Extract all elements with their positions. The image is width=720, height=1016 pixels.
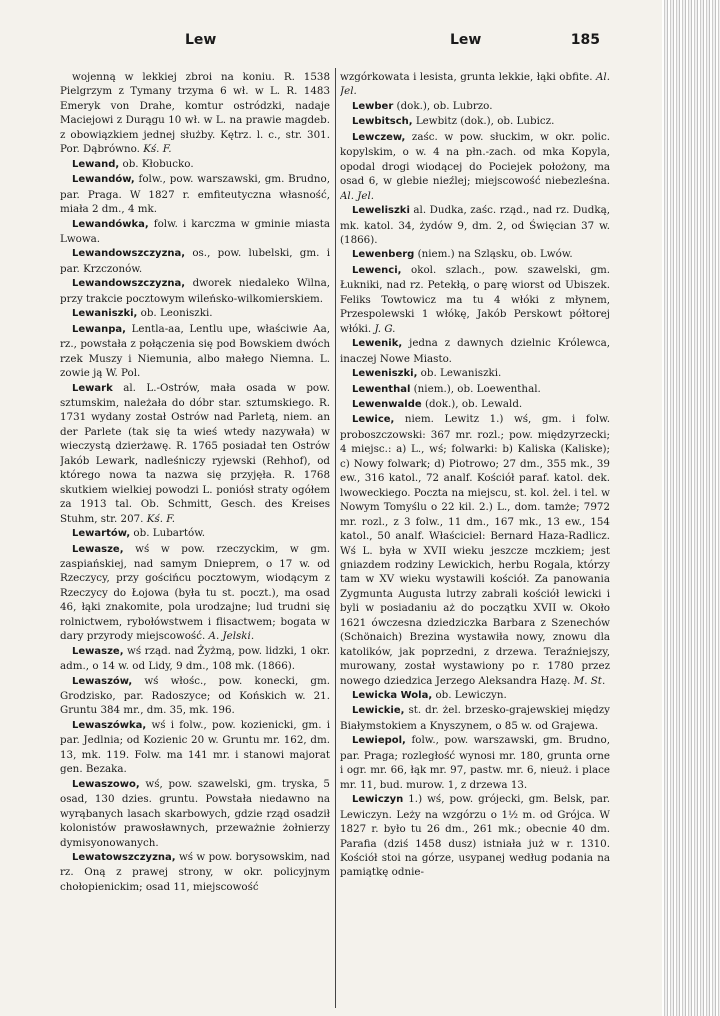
entry-headword: Lewark xyxy=(72,382,113,394)
entry-text: wś rząd. nad Żyżmą, pow. lidzki, 1 okr. adm., o 14 w. od Lidy, 9 dm., 108 mk. (1866). xyxy=(60,644,330,673)
author-signature: Al. Jel. xyxy=(340,189,375,202)
entry-text: niem. Lewitz 1.) wś, gm. i folw. proboszczowski: 367 mr. rozl.; pow. międzyrzecki; 4 miejsc.: a) L., wś; folwarki: b) Kaliska (Kaliske); c) Nowy folwark; d) Piotrowo; 27 dm., 355 mk., 39 ew., 316 katol., 72 analf. Kościół paraf. katol. dek. lwoweckiego. Poczta na miejscu, st. kol. żel. i tel. w Nowym Tomyślu o 22 kil. 2.) L., dom. tamże; 7972 mr. rozl., z 3 folw., 11 dm., 167 mk., 13 ew., 154 katol., 50 analf. Właściciel: Bernard Haza-Radlicz. Wś L. była w XVII wieku jeszcze mczkiem; jest gniazdem rodziny Lewickich, herbu Rogala, którzy tam w XV wieku wystawili kościół. Za panowania Zygmunta Augusta lutrzy zabrali kościół lewicki i byli w posiadaniu aż do początku XVII w. Około 1621 ówczesna dziedziczka Barbara z Szenechów (Schönaich) Brezina wystawiła nowy, znowu dla katolików, jak poprzedni, z drzewa. Teraźniejszy, murowany, został wystawiony po r. 1780 przez nowego dziedzica Jerzego Aleksandra Hazę. xyxy=(340,413,610,687)
entry-headword: Lewice, xyxy=(352,414,395,426)
dictionary-entry xyxy=(60,674,330,718)
entry-headword: Lewicka Wola, xyxy=(352,690,433,702)
entry-headword: Lewasze, xyxy=(72,645,124,657)
entry-text: okol. szlach., pow. szawelski, gm. Łukniki, nad rz. Petekłą, o parę wiorst od Ubiszek. Feliks Towtowicz ma tu 4 włóki z młynem, Przespolewski 1 włókę, Jakób Perskowt półtorej włóki. xyxy=(340,263,610,335)
author-signature: J. G. xyxy=(374,322,396,335)
entry-headword: Lewaszów, xyxy=(72,675,133,687)
author-signature: Al. Jel. xyxy=(340,71,610,98)
dictionary-entry xyxy=(60,644,330,674)
dictionary-entry xyxy=(60,542,330,644)
dictionary-entry xyxy=(340,99,610,114)
dictionary-entry xyxy=(60,322,330,381)
page-edge-strip xyxy=(662,0,720,1016)
dictionary-entry xyxy=(340,412,610,688)
entry-text: wś w pow. rzeczyckim, w gm. zaspiańskiej, nad samym Dnieprem, o 17 w. od Rzeczycy, przy gościńcu pocztowym, wiodącym z Rzeczycy do Łojowa (była tu st. poczt.), ma osad 46, łąki znakomite, pola urodzajne; lud trudni się rolnictwem, rybołówstwem i flisactwem; bogata w dary przyrody miejscowość. xyxy=(60,542,330,643)
entry-text: 1.) wś, pow. grójecki, gm. Belsk, par. Lewiczyn. Leży na wzgórzu o 1½ m. od Grójca. W 1827 r. było tu 26 dm., 261 mk.; obecnie 40 dm. Parafia (dziś 1458 dusz) istniała już w r. 1310. Kościół stoi na górze, usypanej według podania na pamiątkę odnie- xyxy=(340,793,610,879)
entry-text: wzgórkowata i lesista, grunta lekkie, łąki obfite. xyxy=(340,71,593,83)
entry-headword: Lewandowszczyzna, xyxy=(72,248,186,260)
entry-headword: Lewiczyn xyxy=(352,794,404,806)
entry-text: Lentla-aa, Lentlu upe, właściwie Aa, rz., powstała z połączenia się pod Bowskiem dwóch rzek Muszy i Niemunia, albo małego Niemna. L. zowie ją W. Pol. xyxy=(60,322,330,380)
entry-headword: Lewenberg xyxy=(352,249,415,261)
dictionary-entry xyxy=(60,172,330,216)
entry-text: os., pow. lubelski, gm. i par. Krzczonów. xyxy=(60,247,330,275)
running-header xyxy=(60,32,600,54)
entry-text: folw. i karczma w gminie miasta Lwowa. xyxy=(60,217,330,245)
entry-text: al. L.-Ostrów, mała osada w pow. sztumskim, należała do dóbr star. sztumskiego. R. 1731 wydany został Ostrów nad Parletą, niem. an der Parlete (tak się ta wieś wtedy nazywała) w wieczystą dzierżawę. R. 1765 posiadał ten Ostrów Jakób Lewark, nadleśniczy ryjewski (Rehhof), od którego nowa ta nazwa się przyjęła. R. 1768 skutkiem wielkiej powodzi L. poniósł straty ogółem za 1913 tal. Ob. Schmitt, Gesch. des Kreises Stuhm, str. 207. xyxy=(60,381,330,525)
entry-text: st. dr. żel. brzesko-grajewskiej między Białymstokiem a Knyszynem, o 85 w. od Grajewa. xyxy=(340,704,610,732)
entry-text: zaśc. w pow. słuckim, w okr. polic. kopylskim, o w. 4 na płn.-zach. od mka Kopyla, opodal drogi wiodącej do Pociejek położony, ma osad 6, w glebie nieźlej; miejscowość niebezleśna. xyxy=(340,130,610,188)
entry-headword: Lewczew, xyxy=(352,131,406,143)
entry-headword: Lewenwalde xyxy=(352,398,422,410)
dictionary-entry xyxy=(340,263,610,336)
dictionary-entry xyxy=(340,733,610,792)
entry-text: wś w pow. borysowskim, nad rz. Oną z prawej strony, w okr. policyjnym chołopienickim; osad 11, miejscowość xyxy=(60,851,330,893)
entry-headword: Lewiepol, xyxy=(352,735,406,747)
entry-text: Lewbitz (dok.), ob. Lubicz. xyxy=(415,115,555,128)
entry-text: wś, pow. szawelski, gm. tryska, 5 osad, 130 dzies. gruntu. Powstała niedawno na wyrąbanych lasach skarbowych, gdzie rząd osadził kolonistów prawosławnych, przeważnie żołnierzy dymisyonowanych. xyxy=(60,777,330,849)
entry-headword: Lewaszowo, xyxy=(72,778,140,790)
entry-text: ob. Kłobucko. xyxy=(122,157,194,170)
entry-headword: Lewandów, xyxy=(72,174,135,186)
dictionary-entry xyxy=(340,397,610,412)
entry-headword: Lewartów, xyxy=(72,528,131,540)
entry-headword: Lewaszówka, xyxy=(72,719,147,731)
dictionary-entry xyxy=(60,70,330,157)
entry-text: (dok.), ob. Lewald. xyxy=(424,397,523,410)
entry-text: folw., pow. warszawski, gm. Brudno, par. Praga. W 1827 r. emfiteutyczna własność, miała 2 dm., 4 mk. xyxy=(60,173,330,216)
entry-headword: Lewand, xyxy=(72,158,120,170)
entry-headword: Lewickie, xyxy=(352,705,405,717)
entry-text: wś i folw., pow. kozienicki, gm. i par. Jedlnia; od Kozienic 20 w. Gruntu mr. 162, dm. 13, mk. 119. Folw. ma 141 mr. i stanowi majorat gen. Bezaka. xyxy=(60,718,330,776)
entry-text: ob. Lewiczyn. xyxy=(435,689,507,702)
dictionary-entry xyxy=(60,381,330,527)
author-signature: A. Jelski. xyxy=(208,630,255,643)
dictionary-entry xyxy=(60,217,330,247)
dictionary-entry xyxy=(340,366,610,381)
entry-text: wś włośc., pow. konecki, gm. Grodzisko, par. Radoszyce; od Końskich w. 21. Gruntu 384 mr., dm. 35, mk. 196. xyxy=(60,674,330,717)
entry-text: al. Dudka, zaśc. rząd., nad rz. Dudką, mk. katol. 34, żydów 9, dm. 2, od Święcian 37 w. (1866). xyxy=(340,204,610,246)
dictionary-entry xyxy=(340,70,610,99)
entry-text: (niem.) na Szląsku, ob. Lwów. xyxy=(417,248,573,261)
entry-headword: Leweliszki xyxy=(352,205,410,217)
page-number: 185 xyxy=(570,32,600,48)
entry-text: ob. Leoniszki. xyxy=(140,307,213,320)
dictionary-entry xyxy=(340,703,610,733)
entry-headword: Lewenthal xyxy=(352,383,411,395)
entry-headword: Lewasze, xyxy=(72,543,124,555)
dictionary-entry xyxy=(340,336,610,366)
dictionary-entry xyxy=(340,130,610,203)
entry-headword: Lewanpa, xyxy=(72,323,126,335)
entry-headword: Lewber xyxy=(352,100,394,112)
entry-headword: Lewenik, xyxy=(352,338,403,350)
entry-headword: Lewandowszczyzna, xyxy=(72,278,186,290)
entry-headword: Lewenci, xyxy=(352,264,402,276)
entry-headword: Leweniszki, xyxy=(352,368,418,380)
author-signature: M. St. xyxy=(573,674,606,687)
entry-text: ob. Lubartów. xyxy=(133,527,206,540)
dictionary-entry xyxy=(340,203,610,247)
entry-text: ob. Lewaniszki. xyxy=(420,367,502,380)
dictionary-entry xyxy=(340,792,610,880)
entry-text: jedna z dawnych dzielnic Królewca, inaczej Nowe Miasto. xyxy=(340,337,610,365)
header-center-word: Lew xyxy=(450,32,482,48)
entry-headword: Lewaniszki, xyxy=(72,308,138,320)
entry-headword: Lewatowszczyzna, xyxy=(72,852,176,864)
entry-text: (dok.), ob. Lubrzo. xyxy=(396,99,493,112)
dictionary-entry xyxy=(340,688,610,703)
dictionary-entry xyxy=(60,777,330,850)
dictionary-entry xyxy=(60,306,330,321)
author-signature: Kś. F. xyxy=(146,512,176,525)
column-divider xyxy=(335,68,336,1008)
entry-text: (niem.), ob. Loewenthal. xyxy=(413,382,541,395)
entry-text: wojenną w lekkiej zbroi na koniu. R. 1538 Pielgrzym z Tymany trzyma 6 wł. w L. R. 1483 Emeryk von Drahe, komtur ostródzki, nadaje Maciejowi z Durągu 10 wł. w L. na prawie magdeb. z obowiązkiem jednej służby. Kętrz. l. c., str. 301. Por. Dąbrówno. xyxy=(60,71,330,156)
dictionary-entry xyxy=(60,850,330,894)
dictionary-entry xyxy=(60,718,330,777)
header-left-word: Lew xyxy=(185,32,217,48)
left-column xyxy=(60,70,330,1010)
entry-headword: Lewbitsch, xyxy=(352,116,413,128)
dictionary-entry xyxy=(340,247,610,262)
author-signature: Kś. F. xyxy=(143,143,172,156)
entry-text: folw., pow. warszawski, gm. Brudno, par. Praga; rozległość wynosi mr. 180, grunta orne i ogr. mr. 66, łąk mr. 97, pastw. mr. 6, nieuż. i place mr. 11, bud. murow. 1, z drzewa 13. xyxy=(340,734,610,791)
right-column xyxy=(340,70,610,1010)
entry-headword: Lewandówka, xyxy=(72,218,149,230)
dictionary-entry xyxy=(340,114,610,129)
dictionary-entry xyxy=(60,526,330,541)
entry-text: dworek niedaleko Wilna, przy trakcie pocztowym wileńsko-wilkomierskiem. xyxy=(60,277,330,305)
dictionary-entry xyxy=(60,246,330,276)
dictionary-entry xyxy=(340,382,610,397)
dictionary-entry xyxy=(60,157,330,172)
dictionary-entry xyxy=(60,276,330,306)
